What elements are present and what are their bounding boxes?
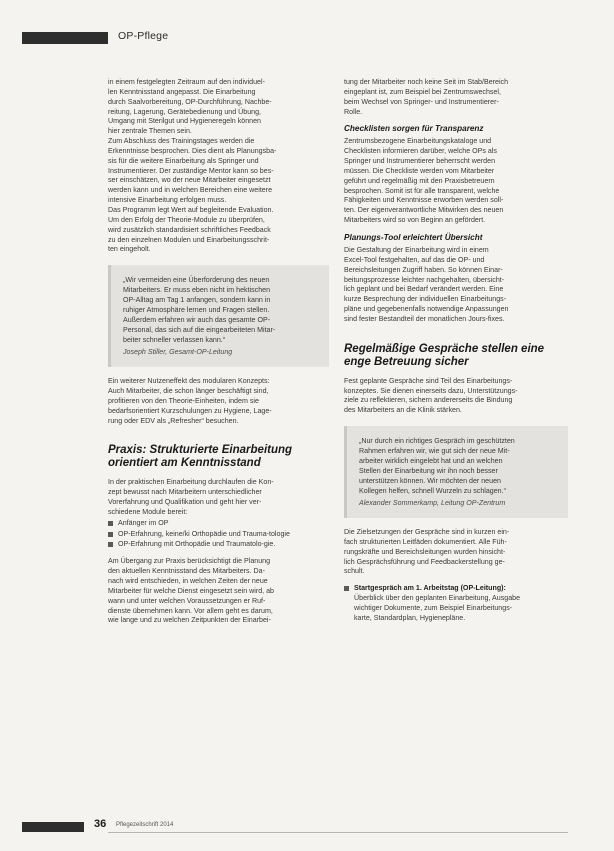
quote-author: Joseph Stiller, Gesamt-OP-Leitung [123, 348, 233, 357]
text-line: Am Übergang zur Praxis berücksichtigt die Planung [108, 557, 271, 566]
text-line: Ein weiterer Nutzeneffekt des modularen Konzepts: [108, 377, 270, 386]
quote-box-sommerkamp [344, 426, 568, 518]
paragraph-gespraeche [344, 377, 568, 416]
header-bar [22, 32, 108, 44]
text-line: Personal, das sich auf die eingearbeiteten Mitar- [123, 326, 276, 335]
text-line: Umgang mit Sterilgut und Hygieneregeln können [108, 117, 262, 126]
text-line: lich Gesprächsführung und Feedbackerstellung ge- [344, 557, 505, 566]
quote-box-stiller [108, 265, 329, 367]
text-line: ruhiger Atmosphäre lernen und Fragen stellen. [123, 306, 270, 315]
text-line: beiter schneller verlassen kann.“ [123, 336, 226, 345]
list-item [344, 584, 568, 623]
text-line: eingeplant ist, zum Beispiel bei Zentrumswechsel, [344, 87, 501, 96]
page-number: 36 [94, 818, 107, 830]
quote-author: Alexander Sommerkamp, Leitung OP-Zentrum [359, 499, 506, 508]
running-header: OP-Pflege [118, 30, 169, 42]
text-line: schult. [344, 567, 365, 576]
footer-bar [22, 822, 84, 832]
bullet-text: OP-Erfahrung, keine/ki Orthopädie und Trauma-tologie [118, 529, 290, 538]
text-line: durch Saalvorbereitung, OP-Durchführung, Nachbe- [108, 97, 272, 106]
text-line: ser einschätzen, wo der neue Mitarbeiter eingesetzt [108, 176, 271, 185]
quote-text [359, 436, 558, 496]
paragraph-checklisten [344, 137, 568, 226]
right-intro-paragraph [344, 78, 568, 117]
text-line: „Wir vermeiden eine Überforderung des neuen [123, 276, 270, 285]
text-line: Bereichsleitungen Zugriff haben. So können Einar- [344, 265, 503, 274]
heading-planungs-tool: Planungs-Tool erleichtert Übersicht [344, 232, 483, 242]
text-line: „Nur durch ein richtiges Gespräch im geschützten [359, 437, 515, 446]
text-line: besprochen. Somit ist für alle transparent, welche [344, 186, 500, 195]
bullet-text: Anfänger im OP [118, 518, 169, 527]
heading-checklisten: Checklisten sorgen für Transparenz [344, 124, 484, 134]
text-line: müssen. Die Checkliste werden vom Mitarbeiter [344, 166, 495, 175]
text-line: Fähigkeiten und Kenntnisse erworben werden soll- [344, 196, 504, 205]
text-line: werden kann und in welchen Bereichen eine weitere [108, 186, 273, 195]
text-line: karte, Standardplan, Hygienepläne. [354, 613, 466, 622]
text-line: Zentrumsbezogene Einarbeitungskataloge und [344, 137, 492, 146]
text-line: hier zentrale Themen sein. [108, 127, 192, 136]
text-line: Zum Abschluss des Trainingstages werden die [108, 137, 255, 146]
text-line: sis für die weitere Einarbeitung als Springer und [108, 156, 259, 165]
bullet-square-icon [108, 532, 113, 537]
text-line: bedarfsorientiert Kurzschulungen zu Hygiene, Lage- [108, 406, 272, 415]
quote-text [123, 275, 319, 345]
text-line: Stellen der Einarbeitung wir ihn noch besser [359, 467, 498, 476]
text-line: rungskräfte und Bereichsleitungen wurden hinsicht- [344, 547, 506, 556]
text-line: zept bewusst nach Mitarbeitern unterschiedlicher [108, 488, 262, 497]
text-line: geführt und regelmäßig mit den Praxisbetreuern [344, 176, 495, 185]
section-heading-praxis: Praxis: Strukturierte Einarbeitung orientiert am Kenntnisstand [108, 444, 293, 470]
text-line: Springer und Instrumentierer beherrscht werden [344, 157, 496, 166]
text-line: rung oder EDV als „Refresher“ besuchen. [108, 416, 239, 425]
text-line: Überblick über den geplanten Einarbeitung, Ausgabe [354, 594, 521, 603]
text-line: arbeiter wirklich eingelebt hat und an welchen [359, 457, 503, 466]
text-line: dienste übernehmen kann. Vor allem geht es darum, [108, 606, 273, 615]
text-line: Checklisten informieren darüber, welche OPs als [344, 147, 497, 156]
text-line: Auch Mitarbeiter, die schon länger beschäftigt sind, [108, 387, 269, 396]
text-line: unterstützen können. Wir möchten der neuen [359, 477, 501, 486]
bullet-lead: Startgespräch am 1. Arbeitstag (OP-Leitung): [354, 584, 506, 593]
text-line: des Mitarbeiters an die Klinik stärken. [344, 406, 462, 415]
left-paragraph-praxis [108, 478, 329, 517]
text-line: Mitarbeiters wird so von Beginn an gefördert. [344, 216, 486, 225]
list-item [108, 530, 329, 540]
list-item [108, 519, 329, 529]
bullet-text: OP-Erfahrung mit Orthopädie und Traumatolo-gie. [118, 540, 276, 549]
text-line: wichtiger Dokumente, zum Beispiel Einarbeitungs- [354, 604, 513, 612]
text-line: OP-Alltag am Tag 1 anfangen, sondern kann in [123, 296, 271, 305]
footer-rule [108, 832, 568, 833]
text-line: konzeptes. Sie dienen einerseits dazu, Unterstützungs- [344, 386, 518, 395]
left-intro-paragraph [108, 78, 329, 255]
text-line: zu den einzelnen Modulen und Einarbeitungsschrit- [108, 235, 270, 244]
text-line: ten. Der eigenverantwortliche Mitwirken des neuen [344, 206, 504, 215]
text-line: len Kenntnisstand angepasst. Die Einarbeitung [108, 87, 256, 96]
text-line: tung der Mitarbeiter noch keine Seit im Stab/Bereich [344, 78, 509, 86]
text-line: ziele zu reflektieren, sichern andererseits die Bindung [344, 396, 513, 405]
text-line: wie lange und zu welchen Zeitpunkten der Einarbei- [108, 616, 271, 625]
text-line: Die Zielsetzungen der Gespräche sind in kurzen ein- [344, 528, 510, 537]
text-line: Instrumentierer. Der zuständige Mentor kann so bes- [108, 166, 274, 175]
text-line: pläne und gegebenenfalls notwendige Anpassungen [344, 305, 509, 314]
text-line: fach strukturierten Leitfäden dokumentiert. Alle Füh- [344, 537, 507, 546]
text-line: den aktuellen Kenntnisstand des Mitarbeiters. Da- [108, 567, 265, 576]
text-line: ten eingeholt. [108, 245, 151, 254]
text-line: Rahmen erfahren wir, wie gut sich der neue Mit- [359, 447, 510, 456]
text-line: Vorerfahrung und Qualifikation und geht hier ver- [108, 498, 262, 507]
text-line: sind fester Bestandteil der monatlichen Jours-fixes. [344, 314, 505, 323]
bullet-square-icon [108, 521, 113, 526]
text-line: wird zusätzlich standardisiert schriftliches Feedback [108, 225, 271, 234]
text-line: Rolle. [344, 107, 363, 116]
text-line: beim Wechsel von Springer- und Instrumentierer- [344, 97, 499, 106]
text-line: Mitarbeiter für welche Dienst eingesetzt sein wird, ab [108, 586, 274, 595]
text-line: Excel-Tool festgehalten, auf das die OP- und [344, 255, 485, 264]
list-item [108, 540, 329, 550]
text-line: beitungsprozesse leichter nachgehalten, übersicht- [344, 275, 505, 284]
text-line: nach wird entschieden, in welchen Zeiten der neue [108, 577, 268, 585]
left-column [108, 78, 329, 626]
text-line: in einem festgelegten Zeitraum auf den individuel- [108, 78, 265, 86]
text-line: Um den Erfolg der Theorie-Module zu überprüfen, [108, 215, 265, 224]
text-line: wann und unter welchen Voraussetzungen er Ruf- [108, 596, 266, 605]
text-line: Mitarbeiters. Er muss eben nicht im hektischen [123, 286, 271, 295]
text-line: reitung, Lagerung, Gerätebedienung und Übung, [108, 107, 262, 116]
text-line: Die Gestaltung der Einarbeitung wird in einem [344, 245, 489, 254]
text-line: lich geplant und bei Bedarf verändert werden. Eine [344, 285, 504, 294]
bullet-text [354, 594, 568, 624]
bullet-square-icon [108, 542, 113, 547]
text-line: profitieren von den Theorie-Einheiten, indem sie [108, 396, 259, 405]
right-column [344, 78, 568, 625]
publication-name: Pflegezeitschrift 2014 [116, 822, 174, 828]
text-line: Fest geplante Gespräche sind Teil des Einarbeitungs- [344, 376, 513, 385]
section-heading-gespraeche: Regelmäßige Gespräche stellen eine enge Betreuung sicher [344, 342, 545, 368]
paragraph-leitfaeden [344, 528, 568, 577]
text-line: In der praktischen Einarbeitung durchlaufen die Kon- [108, 478, 274, 487]
left-paragraph-refresher [108, 377, 329, 426]
text-line: Außerdem erfahren wir auch das gesamte OP- [123, 316, 271, 325]
text-line: Erkenntnisse besprochen. Dies dient als Planungsba- [108, 146, 277, 155]
paragraph-planungs-tool [344, 246, 568, 325]
left-paragraph-uebergang [108, 557, 329, 626]
text-line: Kollegen helfen, schnell Wurzeln zu schlagen.“ [359, 487, 506, 496]
text-line: intensive Einarbeitung erfolgen muss. [108, 196, 227, 205]
text-line: kurze Besprechung der individuellen Einarbeitungs- [344, 295, 507, 304]
bullet-square-icon [344, 586, 349, 591]
module-bullet-list [108, 519, 329, 551]
text-line: schiedene Module bereit: [108, 507, 188, 516]
text-line: Das Programm legt Wert auf begleitende Evaluation. [108, 205, 274, 214]
